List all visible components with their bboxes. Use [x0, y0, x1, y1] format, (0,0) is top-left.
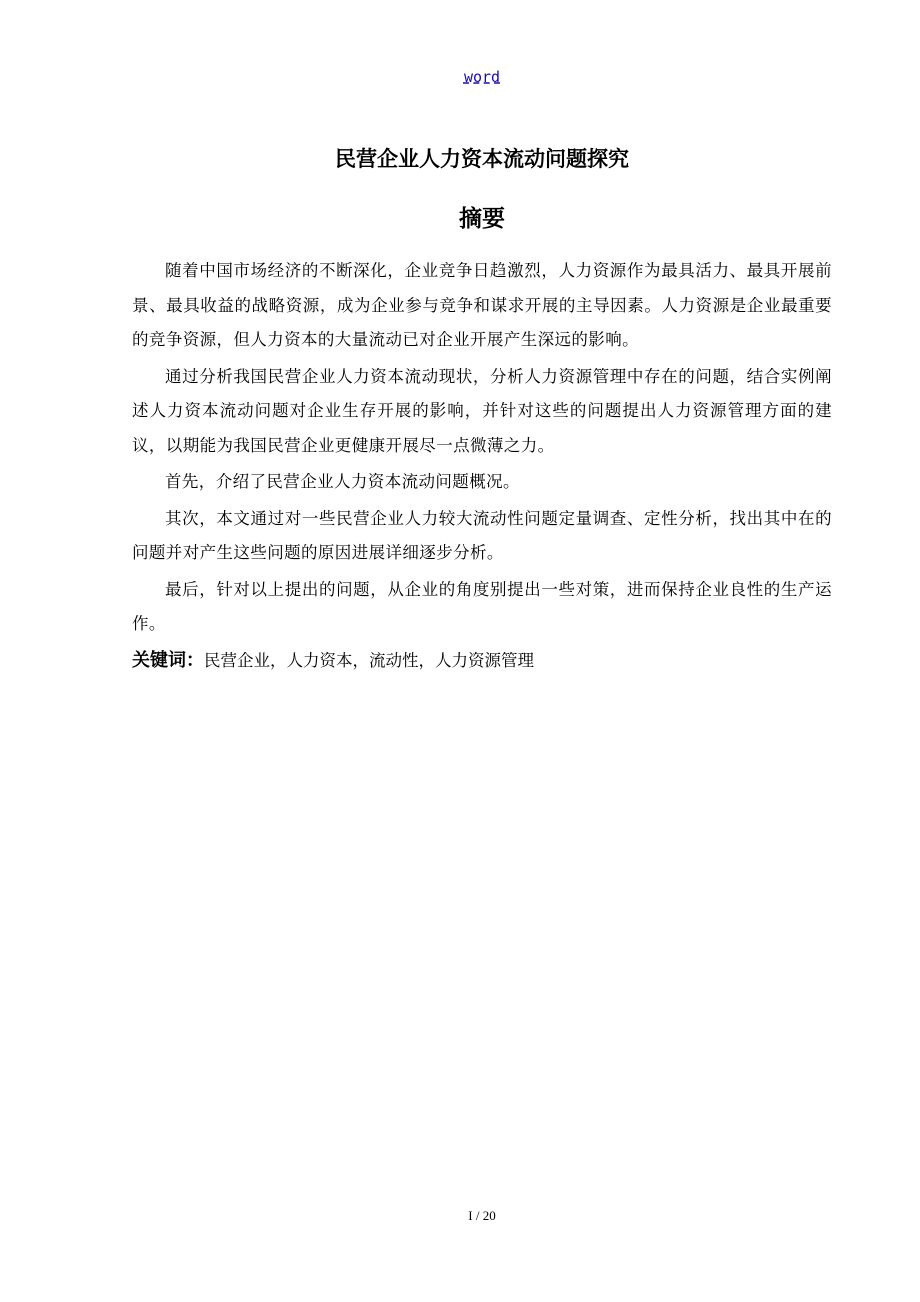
- document-title: 民营企业人力资本流动问题探究: [335, 147, 629, 171]
- abstract-paragraph-5: 最后，针对以上提出的问题，从企业的角度别提出一些对策，进而保持企业良性的生产运作。: [132, 579, 832, 633]
- abstract-paragraph-3: 首先，介绍了民营企业人力资本流动问题概况。: [165, 472, 520, 491]
- header-word-link[interactable]: word: [463, 68, 501, 86]
- abstract-body: [132, 254, 832, 678]
- abstract-paragraph-4: 其次，本文通过对一些民营企业人力较大流动性问题定量调查、定性分析，找出其中在的问题并对产生这些问题的原因进展详细逐步分析。: [132, 508, 832, 562]
- keywords-value: 民营企业，人力资本，流动性，人力资源管理: [204, 650, 534, 670]
- abstract-paragraph-2: 通过分析我国民营企业人力资本流动现状，分析人力资源管理中存在的问题，结合实例阐述人力资本流动问题对企业生存开展的影响，并针对这些的问题提出人力资源管理方面的建议，以期能为我国民营企业更健康开展尽一点微薄之力。: [132, 366, 832, 455]
- abstract-heading: 摘要: [459, 206, 505, 232]
- page-number: I / 20: [468, 1208, 496, 1223]
- keywords-line: [132, 644, 832, 678]
- abstract-paragraph-1: 随着中国市场经济的不断深化，企业竞争日趋激烈，人力资源作为最具活力、最具开展前景、最具收益的战略资源，成为企业参与竞争和谋求开展的主导因素。人力资源是企业最重要的竞争资源，但人力资本的大量流动已对企业开展产生深远的影响。: [132, 261, 832, 349]
- keywords-label: 关键词：: [132, 649, 204, 671]
